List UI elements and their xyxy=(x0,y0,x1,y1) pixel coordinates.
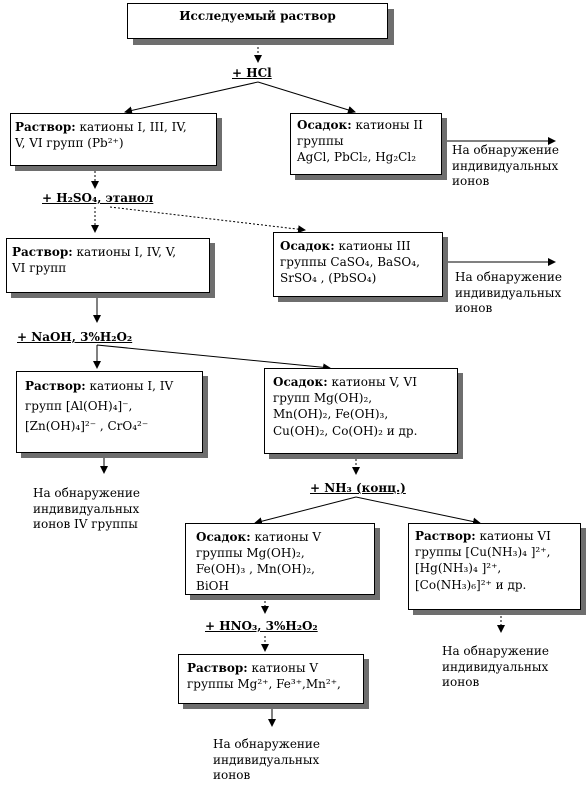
note-line: индивидуальных xyxy=(213,752,320,767)
node-solution-5 xyxy=(178,654,364,704)
title-box xyxy=(127,3,388,39)
node-line: катионы V xyxy=(247,661,319,675)
node-label: Осадок: xyxy=(280,239,335,253)
node-line: Cu(OH)₂, Co(OH)₂ и др. xyxy=(273,423,418,438)
node-solution-1 xyxy=(10,113,217,166)
note-line: индивидуальных xyxy=(442,659,549,674)
node-label: Раствор: xyxy=(12,245,73,259)
node-line: групп Mg(OH)₂, xyxy=(273,391,373,406)
node-solution-2 xyxy=(6,238,210,293)
node-precipitate-2 xyxy=(273,232,443,297)
note-3 xyxy=(33,486,140,533)
node-line: [Hg(NH₃)₄ ]²⁺, xyxy=(415,561,502,576)
note-line: ионов IV группы xyxy=(33,517,138,532)
node-label: Осадок: xyxy=(297,118,352,132)
node-solution-3 xyxy=(16,371,203,453)
node-line: катионы I, IV, V, xyxy=(72,245,177,259)
node-line: VI групп xyxy=(12,261,67,276)
node-solution-4 xyxy=(408,523,581,610)
node-line: катионы I, IV xyxy=(85,379,174,393)
reagent-nh3: + NH₃ (конц.) xyxy=(310,481,406,495)
arrow-hcl-to-sol1 xyxy=(125,82,258,112)
node-line: Fe(OH)₃ , Mn(OH)₂, xyxy=(196,562,315,577)
node-precipitate-1 xyxy=(290,113,442,175)
note-line: На обнаружение xyxy=(442,644,550,658)
arrow-h2so4-to-ppt2 xyxy=(110,207,305,230)
arrow-nh3-to-sol4 xyxy=(356,497,480,523)
node-line: катионы V, VI xyxy=(327,375,417,389)
node-line: катионы III xyxy=(334,239,411,253)
note-line: На обнаружение xyxy=(452,143,560,157)
node-line: [Co(NH₃)₆]²⁺ и др. xyxy=(415,577,527,592)
node-line: группы [Cu(NH₃)₄ ]²⁺, xyxy=(415,545,551,560)
node-label: Раствор: xyxy=(25,379,86,393)
node-line: катионы VI xyxy=(475,529,551,543)
title-text: Исследуемый раствор xyxy=(179,9,336,23)
node-line: AgCl, PbCl₂, Hg₂Cl₂ xyxy=(297,150,416,165)
reagent-h2so4: + H₂SO₄, этанол xyxy=(42,191,154,205)
node-line: групп [Al(OH)₄]⁻, xyxy=(25,399,133,414)
note-line: ионов xyxy=(452,174,490,189)
arrow-naoh-to-ppt3 xyxy=(97,345,330,368)
reagent-naoh: + NaOH, 3%H₂O₂ xyxy=(17,330,133,344)
node-line: группы xyxy=(297,134,344,149)
node-line: группы Mg²⁺, Fe³⁺,Mn²⁺, xyxy=(187,677,341,692)
arrow-hcl-to-ppt1 xyxy=(258,82,355,112)
note-1 xyxy=(452,143,559,190)
node-line: [Zn(OH)₄]²⁻ , CrO₄²⁻ xyxy=(25,419,149,434)
node-precipitate-3 xyxy=(264,368,458,454)
node-label: Раствор: xyxy=(15,120,76,134)
node-label: Осадок: xyxy=(273,375,328,389)
node-line: катионы II xyxy=(351,118,423,132)
note-line: ионов xyxy=(213,768,251,783)
note-5 xyxy=(213,737,320,784)
arrow-nh3-to-ppt4 xyxy=(255,497,356,523)
node-line: катионы V xyxy=(250,530,321,544)
note-line: ионов xyxy=(442,675,480,690)
node-label: Раствор: xyxy=(415,529,476,543)
note-line: индивидуальных xyxy=(455,285,562,300)
node-line: группы CaSO₄, BaSO₄, xyxy=(280,255,420,270)
note-4 xyxy=(442,644,549,691)
node-line: SrSO₄ , (PbSO₄) xyxy=(280,271,377,286)
reagent-hcl: + HCl xyxy=(232,66,272,80)
note-2 xyxy=(455,270,562,317)
reagent-hno3: + HNO₃, 3%H₂O₂ xyxy=(205,619,318,633)
node-line: ВiOН xyxy=(196,578,229,593)
note-line: ионов xyxy=(455,301,493,316)
node-label: Осадок: xyxy=(196,530,251,544)
node-line: группы Mg(OH)₂, xyxy=(196,546,305,561)
node-precipitate-4 xyxy=(185,523,375,595)
note-line: На обнаружение xyxy=(455,270,563,284)
node-label: Раствор: xyxy=(187,661,248,675)
note-line: На обнаружение xyxy=(33,486,141,500)
note-line: На обнаружение xyxy=(213,737,321,751)
note-line: индивидуальных xyxy=(452,158,559,173)
node-line: катионы I, III, IV, xyxy=(75,120,187,134)
node-line: V, VI групп (Pb²⁺) xyxy=(15,136,124,151)
node-line: Mn(OH)₂, Fe(OH)₃, xyxy=(273,407,389,422)
note-line: индивидуальных xyxy=(33,501,140,516)
